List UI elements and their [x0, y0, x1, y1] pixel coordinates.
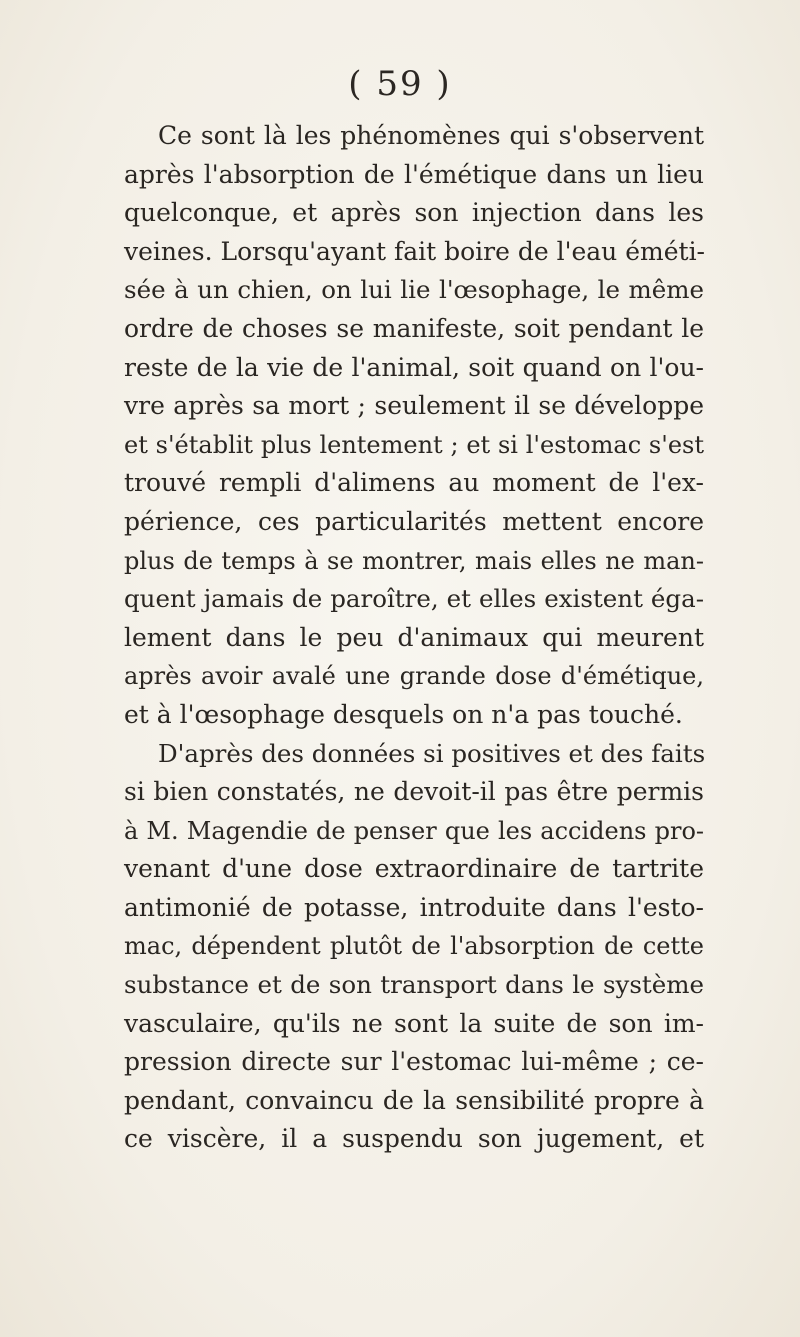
text-line: après avoir avalé une grande dose d'émétique, — [124, 662, 704, 691]
text-line: et à l'œsophage desquels on n'a pas touché. — [124, 699, 683, 729]
text-line: trouvé rempli d'alimens au moment de l'ex- — [124, 468, 704, 498]
text-line: pendant, convaincu de la sensibilité propre à — [124, 1085, 704, 1115]
text-line: vre après sa mort ; seulement il se développe — [124, 391, 704, 421]
text-line: lement dans le peu d'animaux qui meurent — [124, 622, 704, 652]
body-text — [124, 117, 704, 1159]
text-line: veines. Lorsqu'ayant fait boire de l'eau éméti- — [124, 236, 706, 266]
text-line: substance et de son transport dans le système — [124, 970, 704, 1000]
text-line: antimonié de potasse, introduite dans l'esto- — [124, 892, 704, 922]
text-line: ordre de choses se manifeste, soit pendant le — [124, 313, 704, 343]
text-line: ce viscère, il a suspendu son jugement, et — [124, 1124, 704, 1154]
text-line: quelconque, et après son injection dans les — [124, 198, 704, 228]
text-line: reste de la vie de l'animal, soit quand on l'ou- — [124, 352, 704, 382]
text-line: plus de temps à se montrer, mais elles ne man- — [124, 546, 704, 575]
text-line: périence, ces particularités mettent encore — [124, 506, 704, 536]
text-line: mac, dépendent plutôt de l'absorption de cette — [124, 932, 704, 961]
text-line: si bien constatés, ne devoit-il pas être permis — [124, 777, 704, 807]
text-line: vasculaire, qu'ils ne sont la suite de son im- — [124, 1008, 704, 1038]
text-line: sée à un chien, on lui lie l'œsophage, le même — [124, 275, 704, 305]
text-line: et s'établit plus lentement ; et si l'estomac s'est — [124, 430, 704, 459]
text-line: à M. Magendie de penser que les accidens pro- — [124, 816, 704, 845]
text-line: après l'absorption de l'émétique dans un lieu — [124, 159, 704, 189]
text-line: venant d'une dose extraordinaire de tartrite — [124, 854, 704, 884]
text-line: pression directe sur l'estomac lui-même ; ce- — [124, 1047, 704, 1077]
text-line: quent jamais de paroître, et elles existent éga- — [124, 584, 704, 614]
page-number: ( 59 ) — [348, 64, 452, 104]
text-line: D'après des données si positives et des faits — [158, 738, 706, 768]
text-line: Ce sont là les phénomènes qui s'observent — [158, 121, 704, 150]
